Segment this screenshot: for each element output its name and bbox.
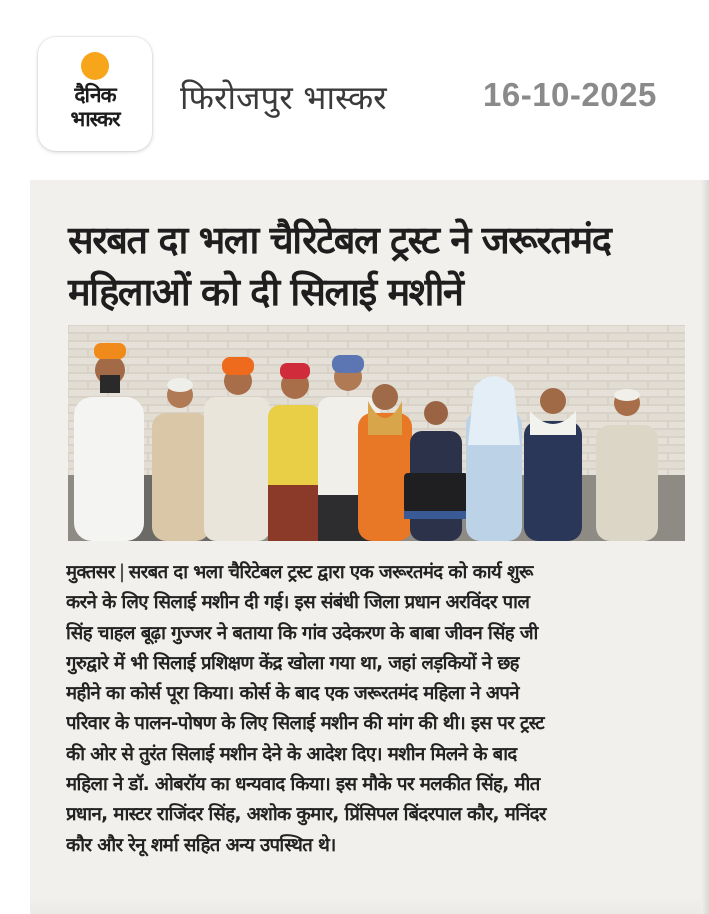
article-body [66,558,688,861]
body-line-8: महिला ने डॉ. ओबरॉय का धन्यवाद किया। इस मौके पर मलकीत सिंह, मीत [66,774,540,796]
dateline-separator: | [118,562,125,583]
group-photo-illustration [68,325,685,541]
bottom-fade [30,896,709,914]
body-line-10: कौर और रेनू शर्मा सहित अन्य उपस्थित थे। [66,834,336,856]
dainik-bhaskar-logo[interactable] [38,37,152,151]
headline-line-2: महिलाओं को दी सिलाई मशीनें [68,270,463,314]
clipping-edge-shadow [701,180,709,914]
edition-title: फिरोजपुर भास्कर [180,78,387,117]
logo-line-2: भास्कर [70,107,120,131]
dateline: मुक्तसर [66,562,115,583]
logo-line-1: दैनिक [74,83,116,107]
article-photo[interactable] [68,325,685,541]
newspaper-clipping [30,180,709,914]
body-line-4: गुरुद्वारे में भी सिलाई प्रशिक्षण केंद्र खोला गया था, जहां लड़कियों ने छह [66,652,519,674]
body-line-1: सरबत दा भला चैरिटेबल ट्रस्ट द्वारा एक जरूरतमंद को कार्य शुरू [128,562,533,583]
edition-date: 16-10-2025 [483,76,657,113]
article-headline [68,214,688,318]
person-8 [466,376,522,541]
body-line-9: प्रधान, मास्टर राजिंदर सिंह, अशोक कुमार, प्रिंसिपल बिंदरपाल कौर, मनिंदर [66,804,546,826]
app-header [0,0,709,180]
body-line-5: महीने का कोर्स पूरा किया। कोर्स के बाद एक जरूरतमंद महिला ने अपने [66,683,519,705]
logo-wordmark [38,83,152,131]
body-line-6: परिवार के पालन-पोषण के लिए सिलाई मशीन की मांग की थी। इस पर ट्रस्ट [66,713,544,735]
body-line-7: की ओर से तुरंत सिलाई मशीन देने के आदेश दिए। मशीन मिलने के बाद [66,743,517,765]
body-line-3: सिंह चाहल बूढ़ा गुज्जर ने बताया कि गांव उदेकरण के बाबा जीवन सिंह जी [66,622,538,644]
headline-line-1: सरबत दा भला चैरिटेबल ट्रस्ट ने जरूरतमंद [68,218,611,262]
sun-icon [81,52,109,80]
body-line-2: करने के लिए सिलाई मशीन दी गई। इस संबंधी जिला प्रधान अरविंदर पाल [66,592,530,614]
article-first-line [66,558,688,588]
